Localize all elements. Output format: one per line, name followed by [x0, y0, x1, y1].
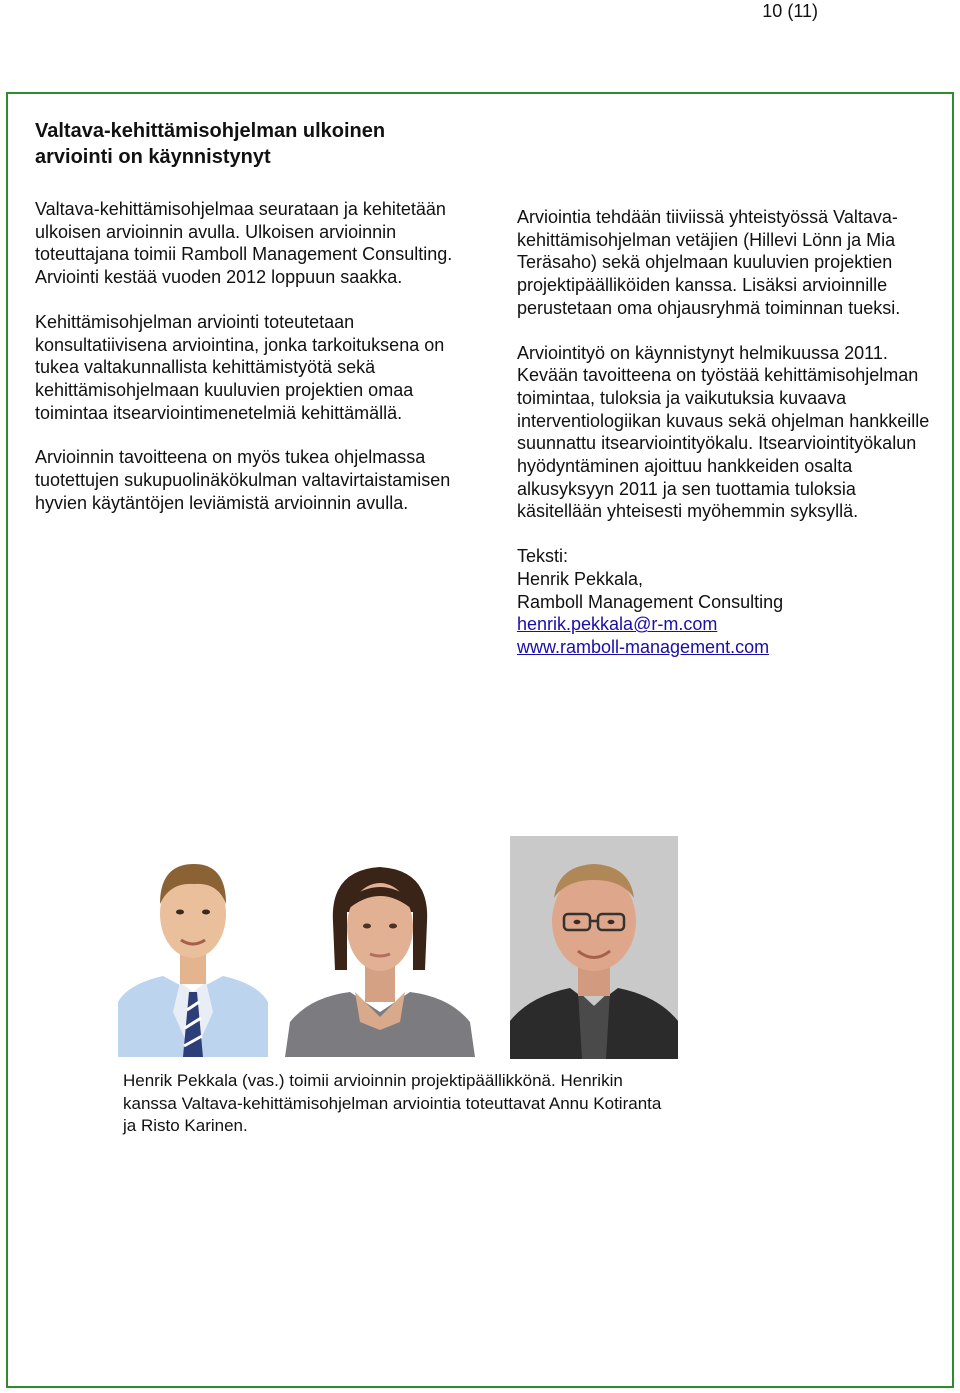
paragraph: Kehittämisohjelman arviointi toteutetaan konsultatiivisena arviointina, jonka tarkoituksena on tukea valtakunnallista kehittämistyötä sekä kehittämisohjelmaan kuuluvien projektien omaa toimintaa itsearviointimenetelmiä kehittämällä. [35, 311, 445, 423]
article-title: Valtava-kehittämisohjelman ulkoinen arviointi on käynnistynyt [35, 120, 386, 168]
photo-henrik-pekkala [118, 852, 268, 1057]
credits-company: Ramboll Management Consulting [517, 591, 784, 612]
paragraph: Arvioinnin tavoitteena on myös tukea ohjelmassa tuotettujen sukupuolinäkökulman valtavirtaistamisen hyvien käytäntöjen leviämistä arvioinnin avulla. [35, 447, 451, 513]
photo-annu-kotiranta [285, 852, 475, 1057]
credits [517, 545, 937, 659]
photo-caption: Henrik Pekkala (vas.) toimii arvioinnin projektipäällikkönä. Henrikin kanssa Valtava-kehittämisohjelman arviointia toteuttavat Annu Kotiranta ja Risto Karinen. [123, 1071, 662, 1135]
portrait-man-glasses-icon [510, 836, 678, 1059]
paragraph: Arviointia tehdään tiiviissä yhteistyössä Valtava-kehittämisohjelman vetäjien (Hillevi Lönn ja Mia Teräsaho) sekä ohjelmaan kuuluvien projektien projektipäälliköiden kanssa. Lisäksi arvioinnille perustetaan oma ohjausryhmä toiminnan tueksi. [517, 207, 901, 318]
photo-risto-karinen [510, 836, 678, 1059]
page-number: 10 (11) [762, 1, 818, 21]
portrait-woman-icon [285, 852, 475, 1057]
left-column [35, 118, 455, 536]
paragraph: Arviointityö on käynnistynyt helmikuussa 2011. Kevään tavoitteena on työstää kehittämisohjelman toimintaa, tuloksia ja vaikutuksia kuvaava interventiologiikan kuvaus sekä ohjelman hankkeille suunnattu itsearviointityökalu. Itsearviointityökalun hyödyntäminen ajoittuu hankkeiden osalta alkusyksyyn 2011 ja sen tuottamia tuloksia käsitellään yhteisesti myöhemmin syksyllä. [517, 342, 930, 522]
paragraph: Valtava-kehittämisohjelmaa seurataan ja kehitetään ulkoisen arvioinnin avulla. Ulkoisen arvioinnin toteuttajana toimii Ramboll Management Consulting. Arviointi kestää vuoden 2012 loppuun saakka. [35, 199, 453, 288]
email-link[interactable]: henrik.pekkala@r-m.com [517, 614, 718, 635]
website-link[interactable]: www.ramboll-management.com [517, 636, 770, 657]
credits-author: Henrik Pekkala, [517, 568, 644, 589]
portrait-man-icon [118, 852, 268, 1057]
credits-label: Teksti: [517, 546, 569, 567]
right-column [517, 206, 937, 659]
